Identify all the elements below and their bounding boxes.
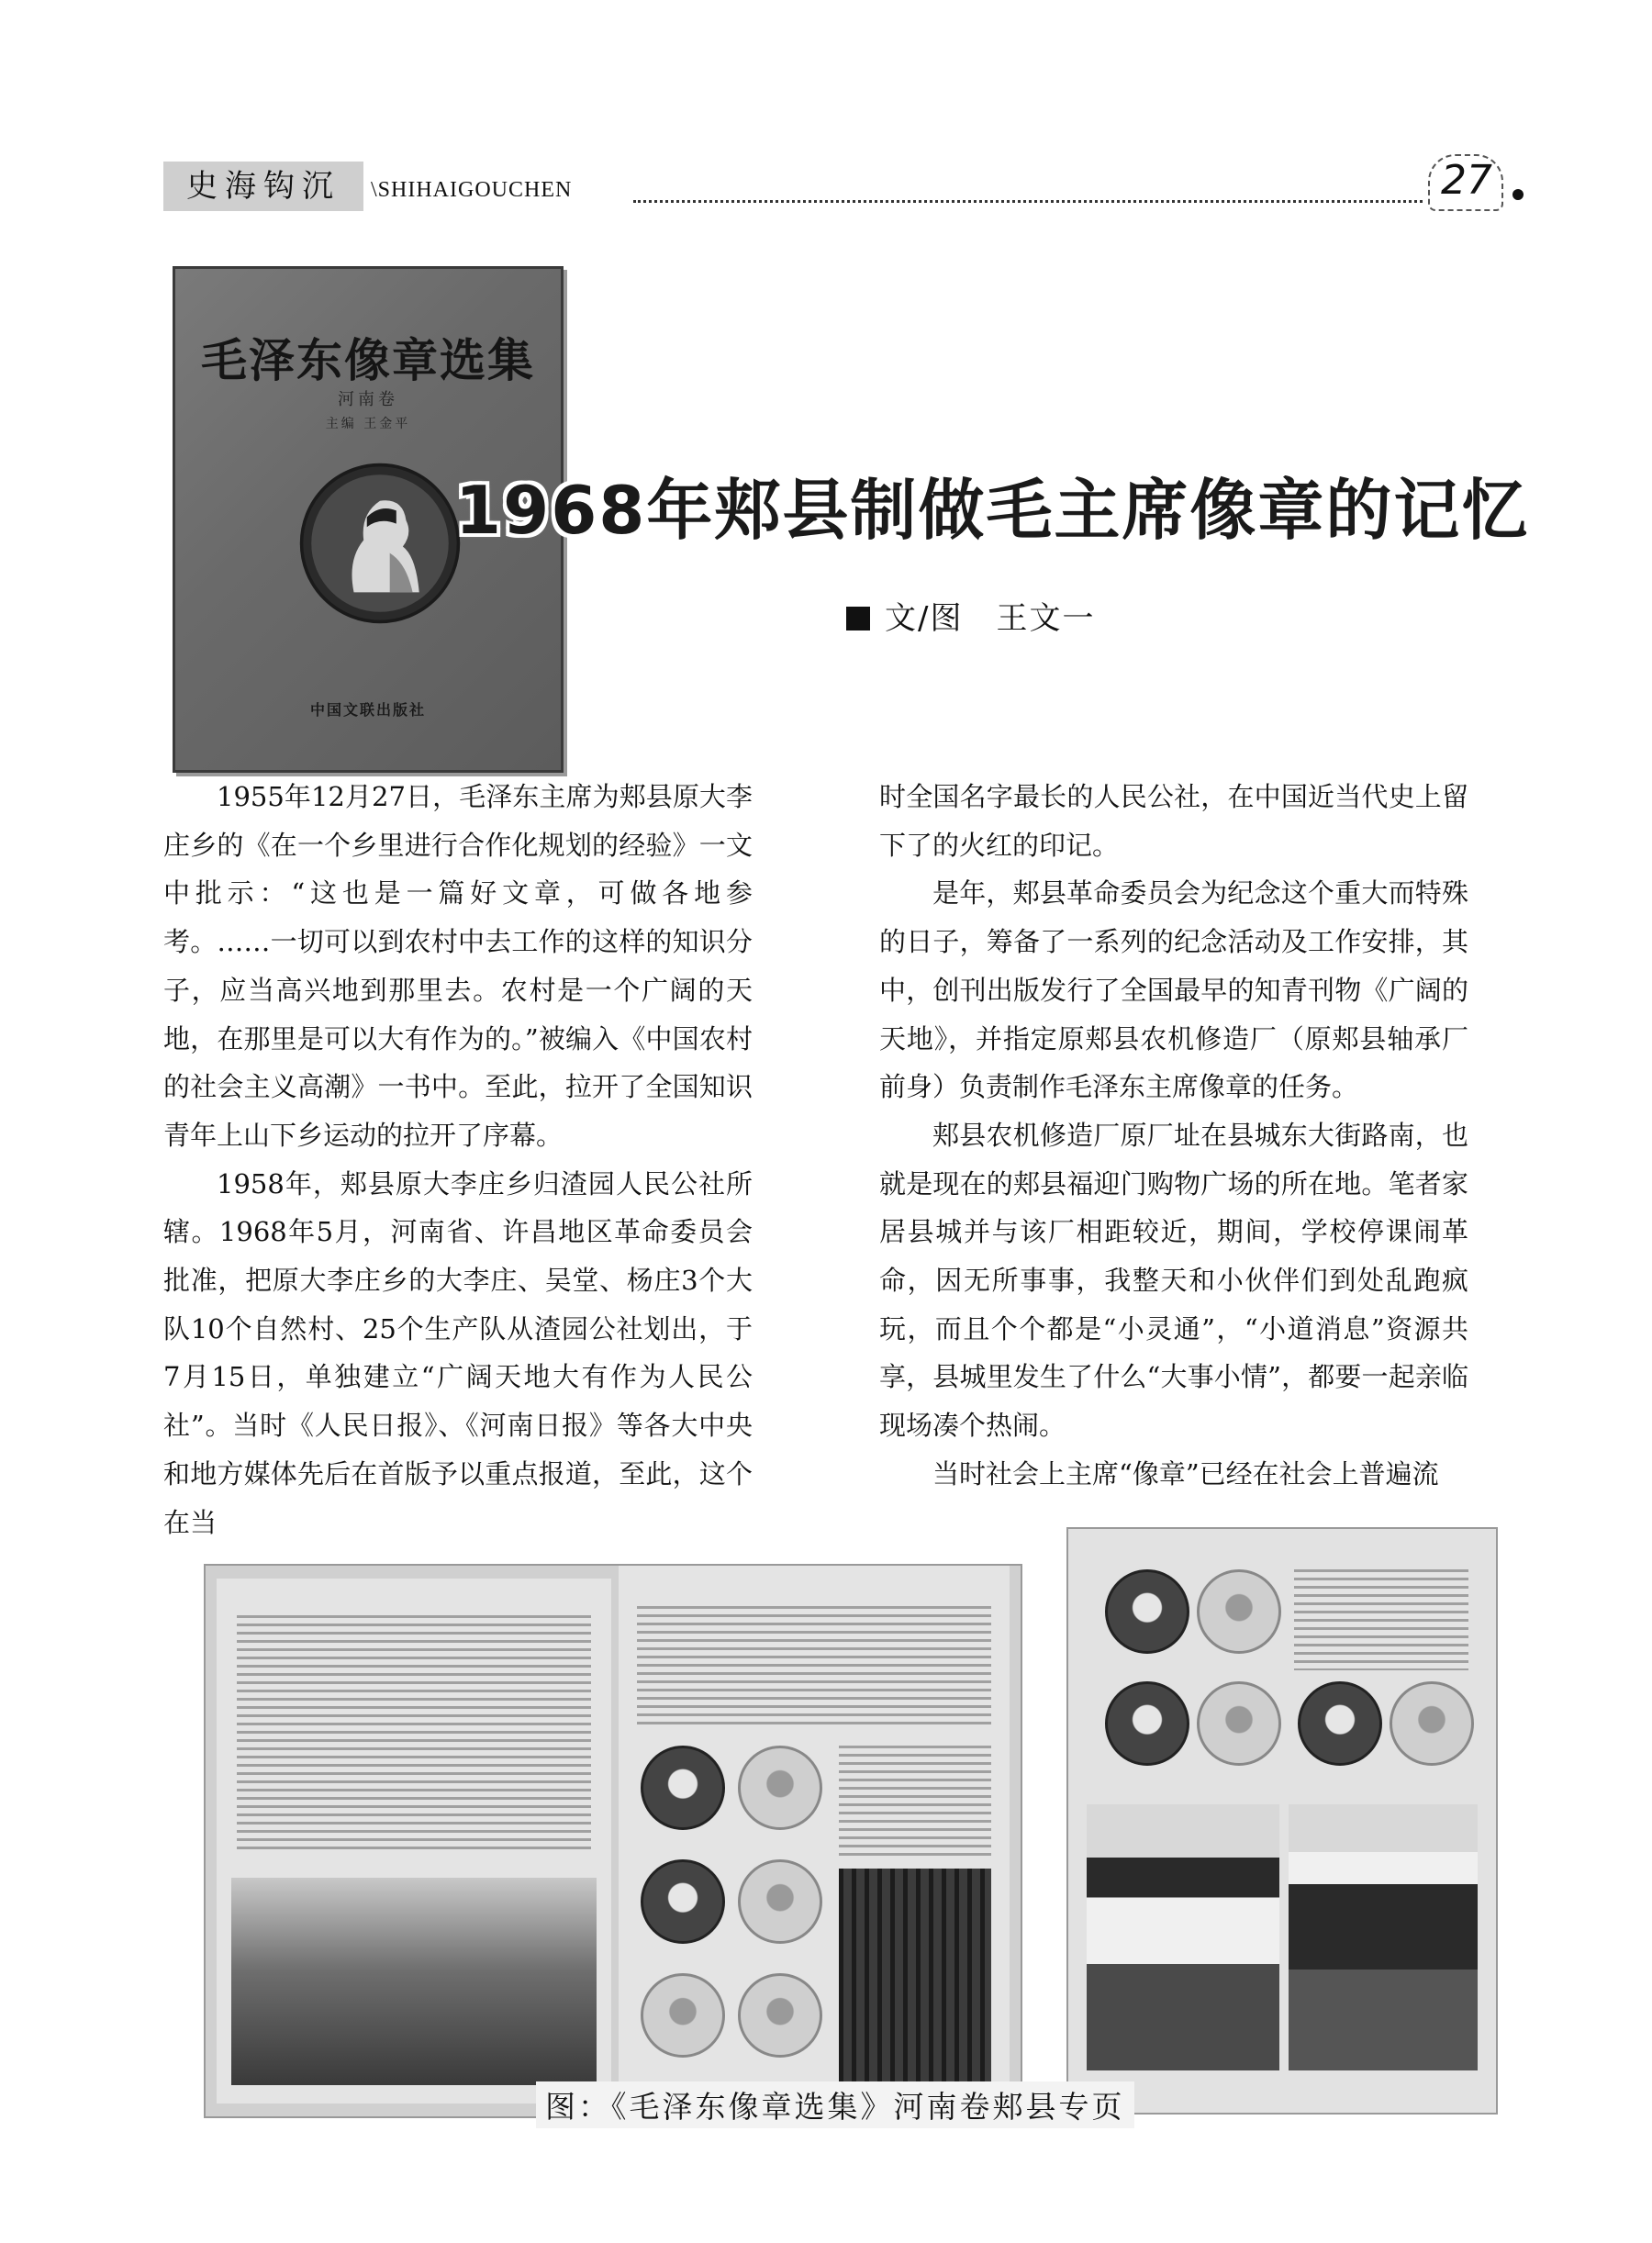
book-pages-photo <box>204 1527 1494 2115</box>
body-column-left <box>163 773 753 1546</box>
book-cover-editor: 主编 王金平 <box>325 417 411 431</box>
badge-medal-icon <box>1105 1681 1189 1766</box>
section-name-english: \SHIHAIGOUCHEN <box>371 178 573 202</box>
byline-square-icon <box>846 607 870 630</box>
book-cover-publisher: 中国文联出版社 <box>309 701 426 719</box>
figure-caption: 图：《毛泽东像章选集》河南卷郏县专页 <box>536 2081 1134 2128</box>
book-page-right <box>619 1566 1010 2113</box>
badge-medal-icon <box>738 1859 822 1944</box>
paragraph: 1958年，郏县原大李庄乡归渣园人民公社所辖。1968年5月，河南省、许昌地区革命委员会批准，把原大李庄乡的大李庄、吴堂、杨庄3个大队10个自然村、25个生产队从渣园公社划出，于7月15日，单独建立“广阔天地大有作为人民公社”。当时《人民日报》、《河南日报》等各大中央和地方媒体先后在首版予以重点报道，至此，这个在当 <box>163 1167 753 1538</box>
paragraph: 1955年12月27日，毛泽东主席为郏县原大李庄乡的《在一个乡里进行合作化规划的经验》一文中批示：“这也是一篇好文章，可做各地参考。……一切可以到农村中去工作的这样的知识分子，应当高兴地到那里去。农村是一个广阔的天地，在那里是可以大有作为的。”被编入《中国农村的社会主义高潮》一书中。至此，拉开了全国知识青年上山下乡运动的拉开了序幕。 <box>163 781 753 1151</box>
article-byline <box>846 593 1095 638</box>
page-text-block <box>237 1615 591 1854</box>
single-page-photo <box>1066 1527 1498 2115</box>
mao-portrait-medallion-icon <box>298 462 462 625</box>
page-text-block <box>637 1606 991 1725</box>
badge-medal-icon <box>1298 1681 1382 1766</box>
badge-medal-icon <box>1390 1681 1474 1766</box>
paragraph: 是年，郏县革命委员会为纪念这个重大而特殊的日子，筹备了一系列的纪念活动及工作安排，其中，创刊出版发行了全国最早的知青刊物《广阔的天地》，并指定原郏县农机修造厂（原郏县轴承厂前身）负责制作毛泽东主席像章的任务。 <box>879 877 1468 1103</box>
monument-photo <box>1289 1804 1478 2070</box>
badge-medal-icon <box>1197 1681 1281 1766</box>
book-page-left <box>217 1579 611 2104</box>
paragraph: 时全国名字最长的人民公社，在中国近当代史上留下了的火红的印记。 <box>879 781 1468 861</box>
badge-medal-icon <box>738 1746 822 1830</box>
header-dotted-rule <box>633 200 1423 203</box>
monument-photo <box>1087 1804 1279 2070</box>
open-book-spread-photo <box>204 1564 1022 2118</box>
paragraph: 当时社会上主席“像章”已经在社会上普遍流 <box>932 1457 1439 1490</box>
badge-medal-icon <box>1105 1569 1189 1654</box>
badge-medal-icon <box>641 1859 725 1944</box>
badge-medal-icon <box>1197 1569 1281 1654</box>
badge-medal-icon <box>641 1973 725 2058</box>
paragraph: 郏县农机修造厂原厂址在县城东大街路南，也就是现在的郏县福迎门购物广场的所在地。笔者家居县城并与该厂相距较近，期间，学校停课闹革命，因无所事事，我整天和小伙伴们到处乱跑疯玩，而且个个都是“小灵通”，“小道消息”资源共享，县城里发生了什么“大事小情”，都要一起亲临现场凑个热闹。 <box>879 1119 1468 1442</box>
crowd-bus-photo <box>231 1878 597 2085</box>
book-cover-title: 毛泽东像章选集 <box>201 334 535 387</box>
badge-medal-icon <box>738 1973 822 2058</box>
badge-medal-icon <box>641 1746 725 1830</box>
article-title: 1968年郏县制做毛主席像章的记忆 <box>455 472 1530 549</box>
page-number-dot <box>1512 189 1524 200</box>
byline-text: 文/图 王文一 <box>885 600 1096 637</box>
body-column-right <box>879 773 1468 1499</box>
page-text-block <box>1294 1569 1468 1670</box>
calligraphy-inscription-photo <box>839 1869 991 2089</box>
book-cover-volume: 河南卷 <box>338 390 398 409</box>
page-number: 27 <box>1441 157 1492 204</box>
page-text-block <box>839 1746 991 1856</box>
section-tag: 史海钩沉 <box>163 162 363 211</box>
